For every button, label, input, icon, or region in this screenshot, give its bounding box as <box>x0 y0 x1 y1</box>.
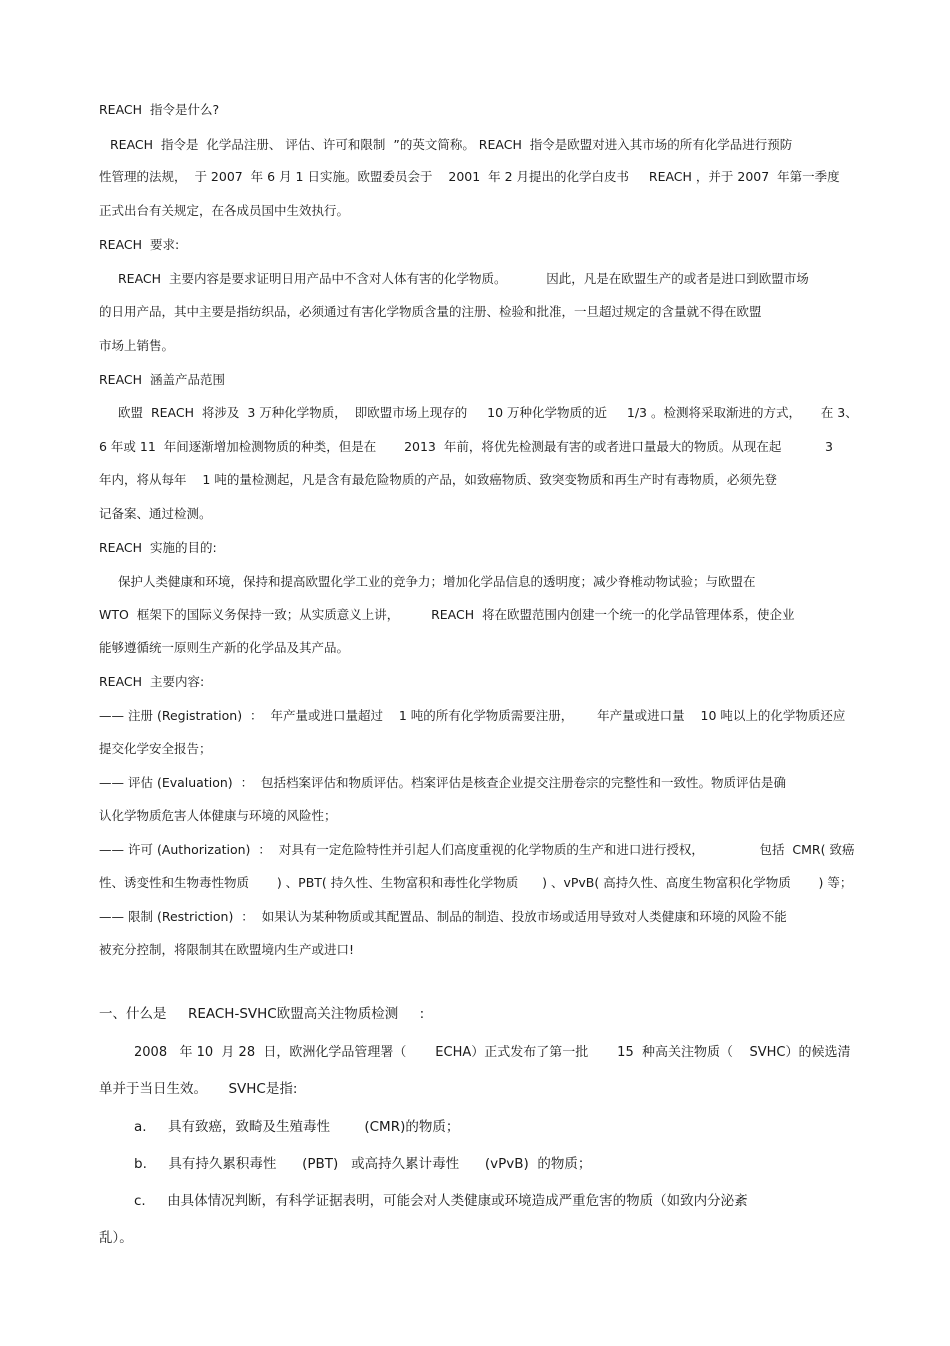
paragraph-line: 被充分控制，将限制其在欧盟境内生产或进口! <box>99 942 355 957</box>
heading-product-scope: REACH 涵盖产品范围 <box>99 372 225 387</box>
paragraph-line: 能够遵循统一原则生产新的化学品及其产品。 <box>99 640 350 655</box>
list-item-evaluation: —— 评估 (Evaluation) ： 包括档案评估和物质评估。档案评估是核查企业提交注册卷宗的完整性和一致性。物质评估是确 <box>99 775 787 790</box>
list-item-registration: —— 注册 (Registration) ： 年产量或进口量超过 1 吨的所有化学物质需要注册， 年产量或进口量 10 吨以上的化学物质还应 <box>99 708 846 723</box>
heading-main-content: REACH 主要内容: <box>99 674 205 689</box>
paragraph-line: WTO 框架下的国际义务保持一致；从实质意义上讲， REACH 将在欧盟范围内创建一个统一的化学品管理体系，使企业 <box>99 607 795 622</box>
paragraph-line: 年内，将从每年 1 吨的量检测起，凡是含有最危险物质的产品，如致癌物质、致突变物质和再生产时有毒物质，必须先登 <box>99 472 777 487</box>
paragraph-line: 的日用产品，其中主要是指纺织品，必须通过有害化学物质含量的注册、检验和批准，一旦超过规定的含量就不得在欧盟 <box>99 304 762 319</box>
paragraph-line: 保护人类健康和环境，保持和提高欧盟化学工业的竞争力；增加化学品信息的透明度；减少脊椎动物试验；与欧盟在 <box>118 574 756 589</box>
paragraph-line: 市场上销售。 <box>99 338 175 353</box>
paragraph-line: 认化学物质危害人体健康与环境的风险性； <box>99 808 337 823</box>
list-item-a: a. 具有致癌，致畸及生殖毒性 (CMR)的物质； <box>134 1119 460 1135</box>
paragraph-line: 正式出台有关规定，在各成员国中生效执行。 <box>99 203 350 218</box>
heading-what-is-reach: REACH 指令是什么? <box>99 102 220 117</box>
paragraph-line: 记备案、通过检测。 <box>99 506 212 521</box>
paragraph-line: 提交化学安全报告； <box>99 741 212 756</box>
list-item-authorization: —— 许可 (Authorization) ： 对具有一定危险特性并引起人们高度重视的化学物质的生产和进口进行授权， 包括 CMR( 致癌 <box>99 842 855 857</box>
heading-svhc: 一、什么是 REACH-SVHC欧盟高关注物质检测 : <box>99 1006 425 1022</box>
paragraph-line: 性、诱变性和生物毒性物质 ) 、PBT( 持久性、生物富积和毒性化学物质 ) 、vPvB( 高持久性、高度生物富积化学物质 ) 等； <box>99 875 853 890</box>
paragraph-line: REACH 指令是 化学品注册、 评估、许可和限制 ”的英文简称。 REACH 指令是欧盟对进入其市场的所有化学品进行预防 <box>110 137 793 152</box>
paragraph-line: 乱）。 <box>99 1230 133 1246</box>
paragraph-line: 2008 年 10 月 28 日，欧洲化学品管理署（ ECHA）正式发布了第一批 15 种高关注物质（ SVHC）的候选清 <box>134 1045 851 1060</box>
paragraph-line: REACH 主要内容是要求证明日用产品中不含对人体有害的化学物质。 因此，凡是在欧盟生产的或者是进口到欧盟市场 <box>118 271 809 286</box>
list-item-restriction: —— 限制 (Restriction) ： 如果认为某种物质或其配置品、制品的制造、投放市场或适用导致对人类健康和环境的风险不能 <box>99 909 787 924</box>
list-item-c: c. 由具体情况判断，有科学证据表明，可能会对人类健康或环境造成严重危害的物质（如致内分泌紊 <box>134 1193 748 1209</box>
paragraph-line: 6 年或 11 年间逐渐增加检测物质的种类，但是在 2013 年前，将优先检测最有害的或者进口量最大的物质。从现在起 3 <box>99 439 833 454</box>
paragraph-line: 欧盟 REACH 将涉及 3 万种化学物质， 即欧盟市场上现存的 10 万种化学物质的近 1/3 。检测将采取渐进的方式， 在 3、 <box>118 405 858 420</box>
list-item-b: b. 具有持久累积毒性 (PBT) 或高持久累计毒性 (vPvB) 的物质； <box>134 1156 592 1172</box>
paragraph-line: 性管理的法规， 于 2007 年 6 月 1 日实施。欧盟委员会于 2001 年 2 月提出的化学白皮书 REACH ，并于 2007 年第一季度 <box>99 169 840 184</box>
paragraph-line: 单并于当日生效。 SVHC是指: <box>99 1081 298 1097</box>
heading-reach-requirements: REACH 要求: <box>99 237 180 252</box>
heading-purpose: REACH 实施的目的: <box>99 540 217 555</box>
